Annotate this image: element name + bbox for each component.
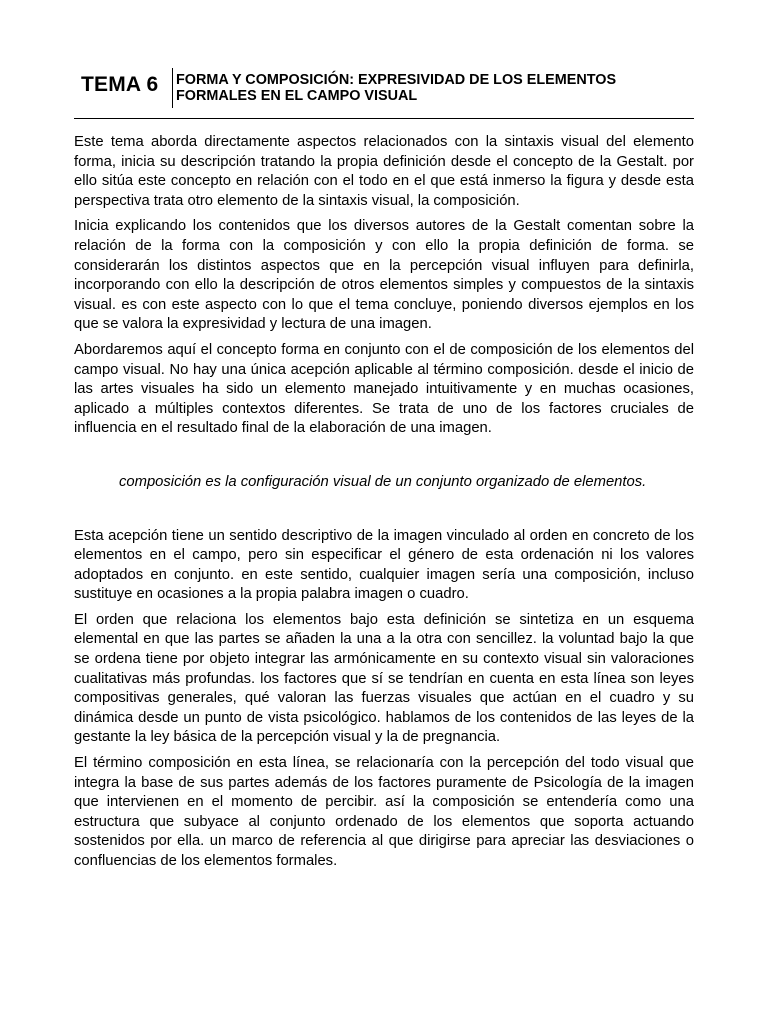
- header-divider: [172, 68, 173, 108]
- header-title-line2: FORMALES EN EL CAMPO VISUAL: [176, 88, 418, 104]
- document-body: [74, 133, 694, 878]
- header-title: [176, 72, 696, 104]
- header-title-line1: FORMA Y COMPOSICIÓN: EXPRESIVIDAD DE LOS ELEMENTOS: [176, 72, 617, 88]
- paragraph-2: Inicia explicando los contenidos que los diversos autores de la Gestalt comentan sobre la relación de la forma con la composición y con ello la propia definición de forma. se considerarán los distintos aspectos que en la percepción visual influyen para definirla, incorporando con ello la descripción de otros elementos simples y compuestos de la sintaxis visual. es con este aspecto con lo que el tema concluye, poniendo diversos ejemplos en los que se valora la expresividad y lectura de una imagen.: [74, 218, 694, 333]
- paragraph-1: Este tema aborda directamente aspectos relacionados con la sintaxis visual del elemento forma, inicia su descripción tratando la propia definición desde el concepto de la Gestalt. por ello sitúa este concepto en relación con el todo en el que está inmerso la figura y desde esta perspectiva trata otro elemento de la sintaxis visual, la composición.: [74, 134, 694, 209]
- paragraph-4: Esta acepción tiene un sentido descriptivo de la imagen vinculado al orden en concreto de los elementos en el campo, pero sin especificar el género de esta ordenación ni los valores adoptados en conjunto. en este sentido, cualquier imagen sería una composición, incluso sustituye en ocasiones a la propia palabra imagen o cuadro.: [74, 527, 694, 603]
- paragraph-3: Abordaremos aquí el concepto forma en conjunto con el de composición de los elementos del campo visual. No hay una única acepción aplicable al término composición. desde el inicio de las artes visuales ha sido un elemento manejado intuitivamente y en muchas ocasiones, aplicado a múltiples contextos diferentes. Se trata de uno de los factores cruciales de influencia en el resultado final de la elaboración de una imagen.: [74, 341, 694, 437]
- definition-quote: composición es la configuración visual de un conjunto organizado de elementos.: [119, 473, 647, 490]
- paragraph-5: El orden que relaciona los elementos bajo esta definición se sintetiza en un esquema elemental en que las partes se añaden la una a la otra con sencillez. la voluntad bajo la que se ordena tiene por objeto integrar las armónicamente en su contexto visual sin valoraciones cualitativas más profundas. los factores que sí se tendrían en cuenta en esta línea son leyes compositivas generales, qué valoran las fuerzas visuales que actúan en el cuadro y su dinámica desde un punto de vista psicológico. hablamos de los contenidos de las leyes de la gestante la ley básica de la percepción visual y la de pregnancia.: [74, 611, 694, 746]
- tema-label: TEMA 6: [81, 73, 159, 96]
- document-header: [74, 68, 694, 119]
- paragraph-6: El término composición en esta línea, se relacionaría con la percepción del todo visual que integra la base de sus partes además de los factores puramente de Psicología de la imagen que intervienen en el momento de percibir. así la composición se entendería como una estructura que subyace al conjunto ordenado de los elementos que soporta actuando sostenidos por ella. un marco de referencia al que dirigirse para apreciar las desviaciones o confluencias de los elementos formales.: [74, 755, 694, 869]
